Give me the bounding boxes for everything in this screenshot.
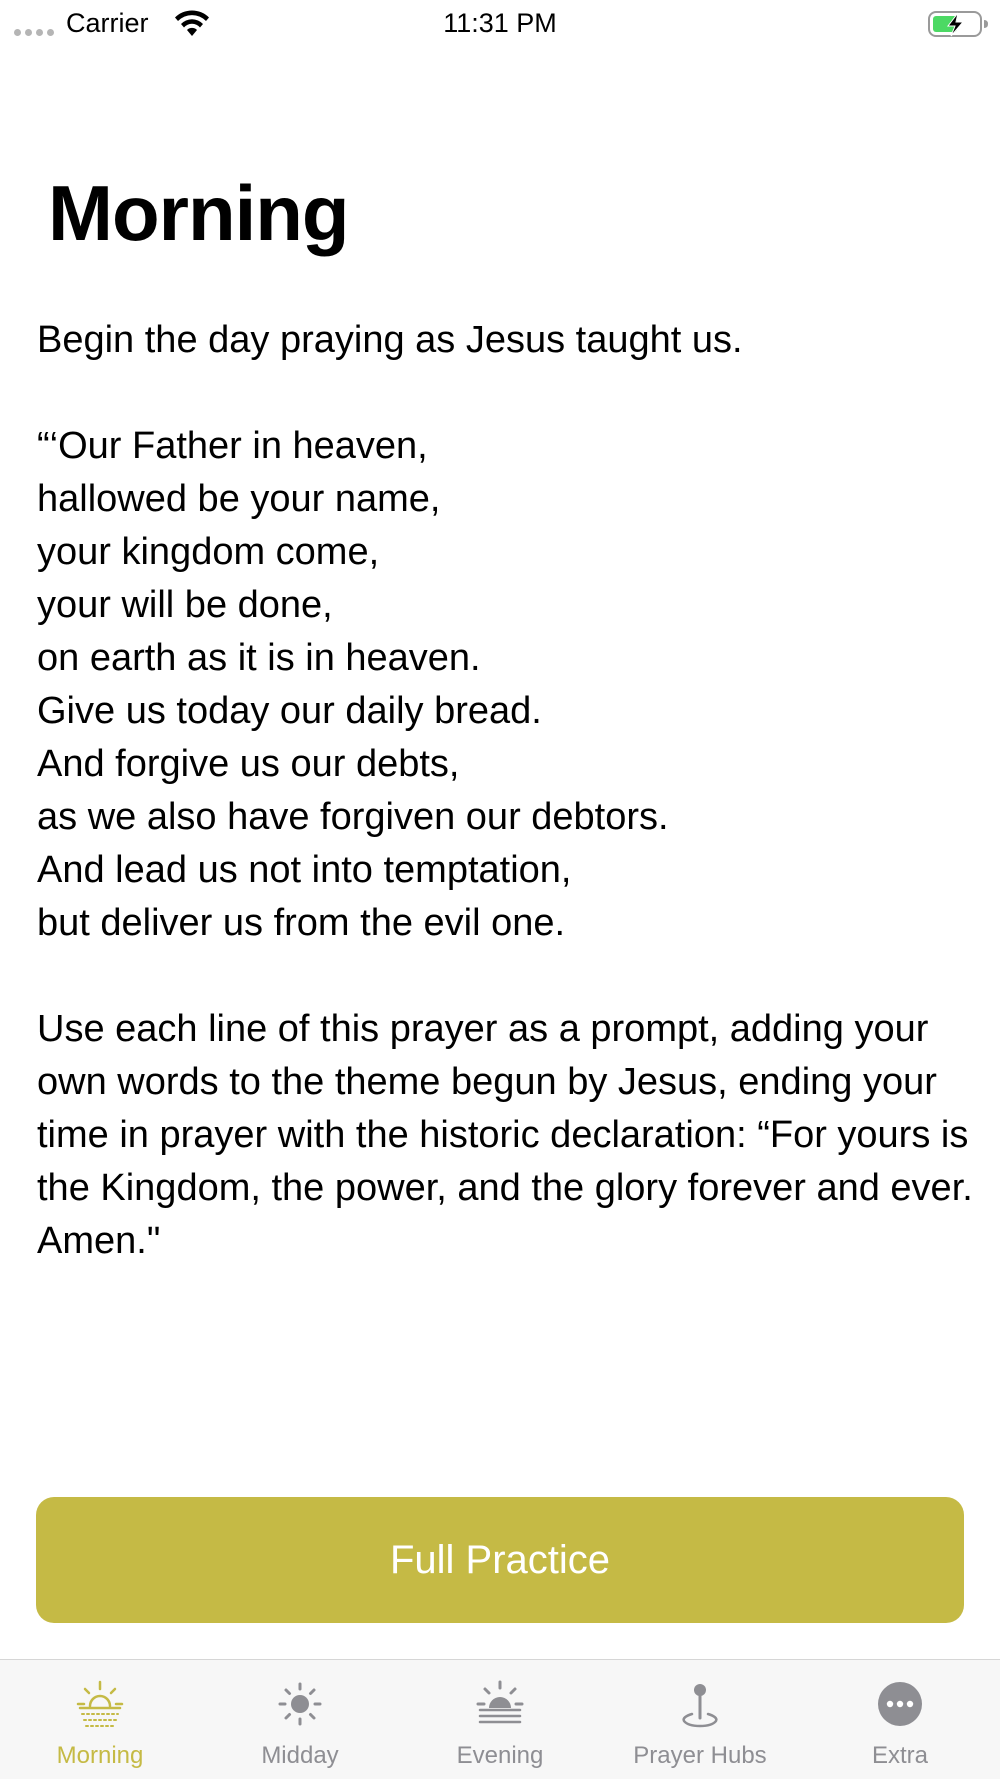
prayer-line: hallowed be your name,: [37, 478, 441, 520]
full-practice-button[interactable]: Full Practice: [36, 1497, 964, 1623]
prayer-line: your kingdom come,: [37, 531, 380, 573]
intro-text: Begin the day praying as Jesus taught us.: [37, 319, 743, 361]
status-bar: [0, 0, 1000, 48]
status-time: 11:31 PM: [443, 8, 557, 38]
prayer-line: And lead us not into temptation,: [37, 849, 572, 891]
prayer-line: as we also have forgiven our debtors.: [37, 796, 669, 838]
tab-midday[interactable]: [200, 1660, 400, 1779]
battery-charging-icon: [928, 10, 990, 38]
carrier-label: Carrier: [66, 8, 149, 38]
prayer-line: And forgive us our debts,: [37, 743, 460, 785]
tab-extra[interactable]: [800, 1660, 1000, 1779]
prayer-content: [37, 314, 977, 1268]
tab-bar: [0, 1659, 1000, 1779]
prayer-line: “‘Our Father in heaven,: [37, 425, 428, 467]
page-title: Morning: [48, 169, 349, 257]
tab-label: Evening: [456, 1742, 544, 1769]
sunrise-icon: [76, 1680, 124, 1728]
tab-label: Extra: [871, 1742, 928, 1769]
prayer-line: Give us today our daily bread.: [37, 690, 542, 732]
map-pin-icon: [676, 1680, 724, 1728]
tab-evening[interactable]: [400, 1660, 600, 1779]
instructions-text: Use each line of this prayer as a prompt, adding your own words to the theme begun by Jesus, ending your time in prayer with the historic declaration: “For yours is the Kingdom, the power, and the glory forever and ever. Amen.": [37, 1008, 973, 1262]
more-icon: [876, 1680, 924, 1728]
prayer-line: but deliver us from the evil one.: [37, 902, 566, 944]
sun-icon: [276, 1680, 324, 1728]
tab-morning[interactable]: [0, 1660, 200, 1779]
tab-label: Morning: [56, 1742, 144, 1769]
prayer-line: on earth as it is in heaven.: [37, 637, 481, 679]
prayer-line: your will be done,: [37, 584, 333, 626]
tab-label: Midday: [261, 1742, 339, 1769]
sunset-icon: [476, 1680, 524, 1728]
tab-label: Prayer Hubs: [633, 1742, 767, 1769]
tab-prayer-hubs[interactable]: [600, 1660, 800, 1779]
